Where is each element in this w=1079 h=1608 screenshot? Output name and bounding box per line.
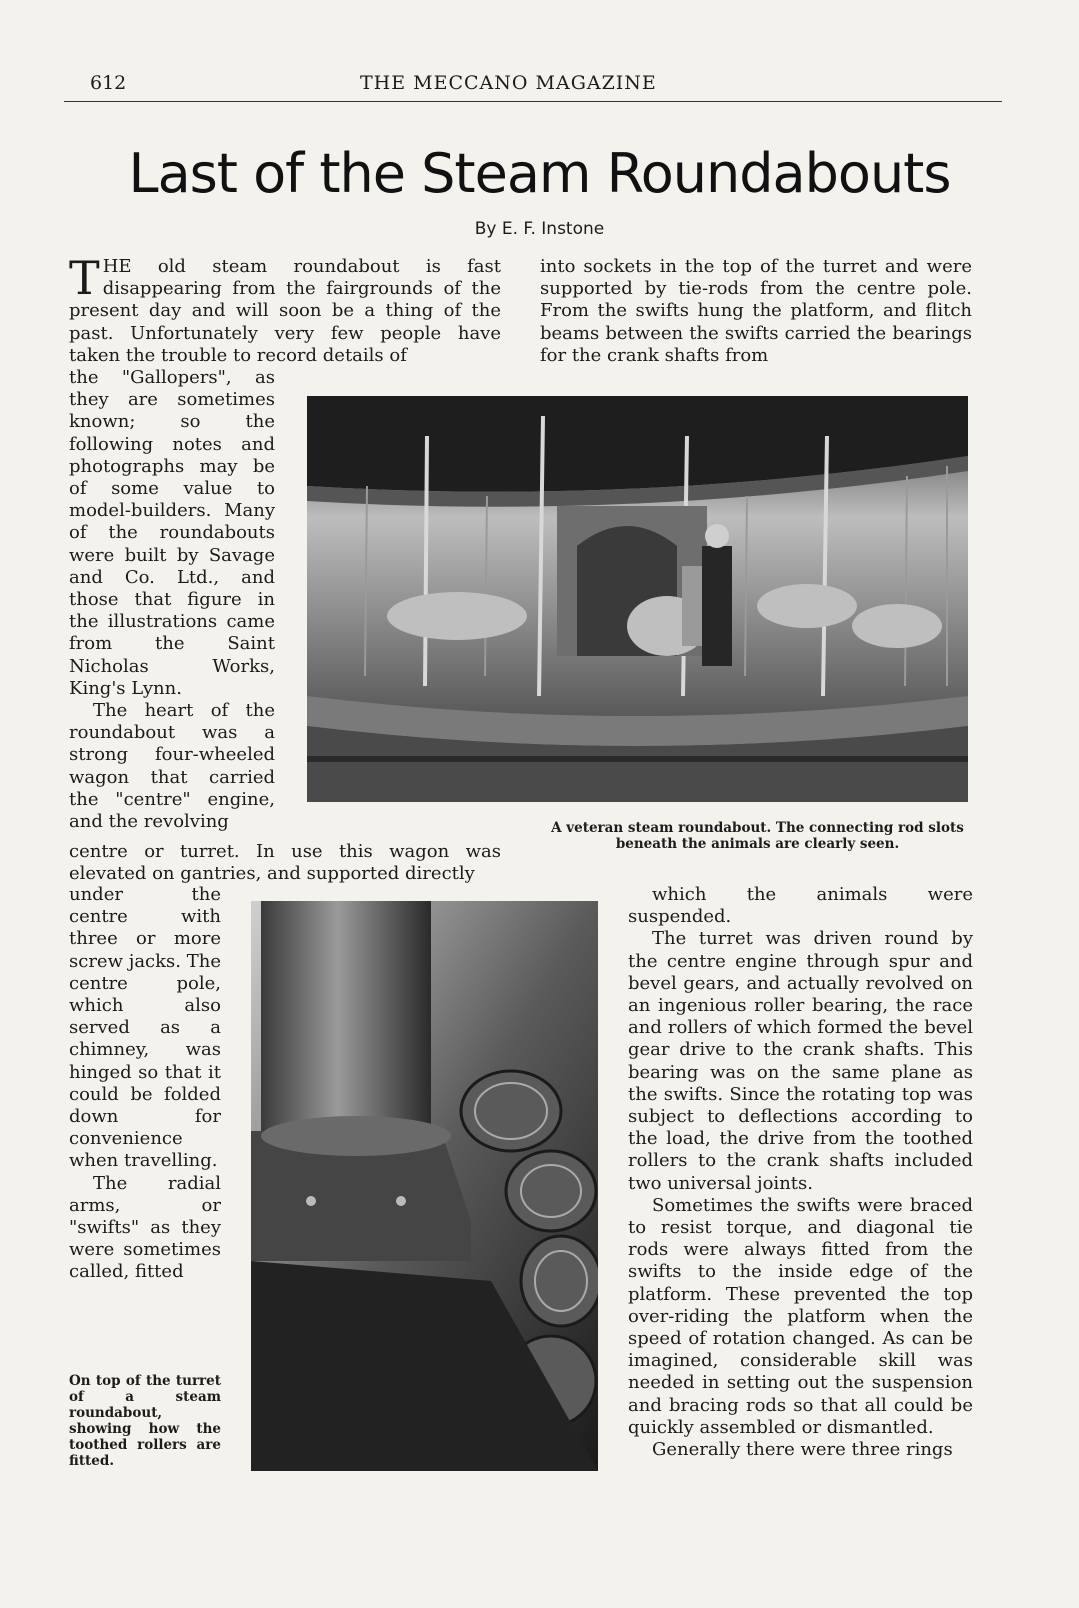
col1-wide-para: centre or turret. In use this wagon was elevated on gantries, and supported directly	[69, 841, 501, 885]
col1-wide-text	[69, 841, 501, 885]
col1-narrow-para4: The radial arms, or "swifts" as they were sometimes called, fitted	[69, 1172, 221, 1283]
turret-photo-caption: On top of the turret of a steam roundabout, showing how the toothed rollers are fitted.	[69, 1373, 221, 1469]
drop-cap: T	[69, 251, 100, 305]
magazine-title: THE MECCANO MAGAZINE	[360, 72, 657, 94]
col2-lower-text	[628, 884, 973, 1461]
col1-intro	[69, 251, 501, 367]
article-title: Last of the Steam Roundabouts	[128, 142, 951, 205]
col2-top-text	[540, 256, 972, 367]
col1-narrow-para2: The heart of the roundabout was a strong four-wheeled wagon that carried the "centre" engine, and the revolving	[69, 700, 275, 833]
col1-narrow-para1: the "Gallopers", as they are sometimes known; so the following notes and photographs may be of some value to model-builders. Many of the roundabouts were built by Savage and Co. Ltd., and those that figure in the illustrations came from the Saint Nicholas Works, King's Lynn.	[69, 367, 275, 699]
byline: By E. F. Instone	[474, 219, 605, 239]
roundabout-photo	[307, 396, 968, 802]
header-rule	[64, 101, 1002, 102]
turret-photo	[251, 901, 598, 1471]
col1-para1: HE old steam roundabout is fast disappearing from the fairgrounds of the present day and will soon be a thing of the past. Unfortunately very few people have taken the trouble to record details of	[69, 256, 501, 366]
col1-narrow-text-a	[69, 367, 275, 833]
col2-lower-para2: The turret was driven round by the centre engine through spur and bevel gears, and actually revolved on an ingenious roller bearing, the race and rollers of which formed the bevel gear drive to the crank shafts. This bearing was on the same plane as the swifts. Since the rotating top was subject to deflections according to the load, the drive from the toothed rollers to the crank shafts included two universal joints.	[628, 928, 973, 1194]
col2-lower-para1: which the animals were suspended.	[628, 884, 973, 928]
col2-lower-para3: Sometimes the swifts were braced to resist torque, and diagonal tie rods were always fitted from the swifts to the inside edge of the platform. These prevented the top over-riding the platform when the speed of rotation changed. As can be imagined, considerable skill was needed in setting out the suspension and bracing rods so that all could be quickly assembled or dismantled.	[628, 1194, 973, 1438]
roundabout-photo-caption: A veteran steam roundabout. The connecting rod slots beneath the animals are clearly seen.	[551, 820, 964, 852]
col1-narrow-text-b	[69, 884, 221, 1284]
col1-narrow-para3: under the centre with three or more screw jacks. The centre pole, which also served as a chimney, was hinged so that it could be folded down for convenience when travelling.	[69, 884, 221, 1172]
col2-top-para: into sockets in the top of the turret and were supported by tie-rods from the centre pole. From the swifts hung the platform, and flitch beams between the swifts carried the bearings for the crank shafts from	[540, 256, 972, 366]
col2-lower-para4: Generally there were three rings	[652, 1439, 953, 1461]
page-number: 612	[90, 72, 127, 94]
